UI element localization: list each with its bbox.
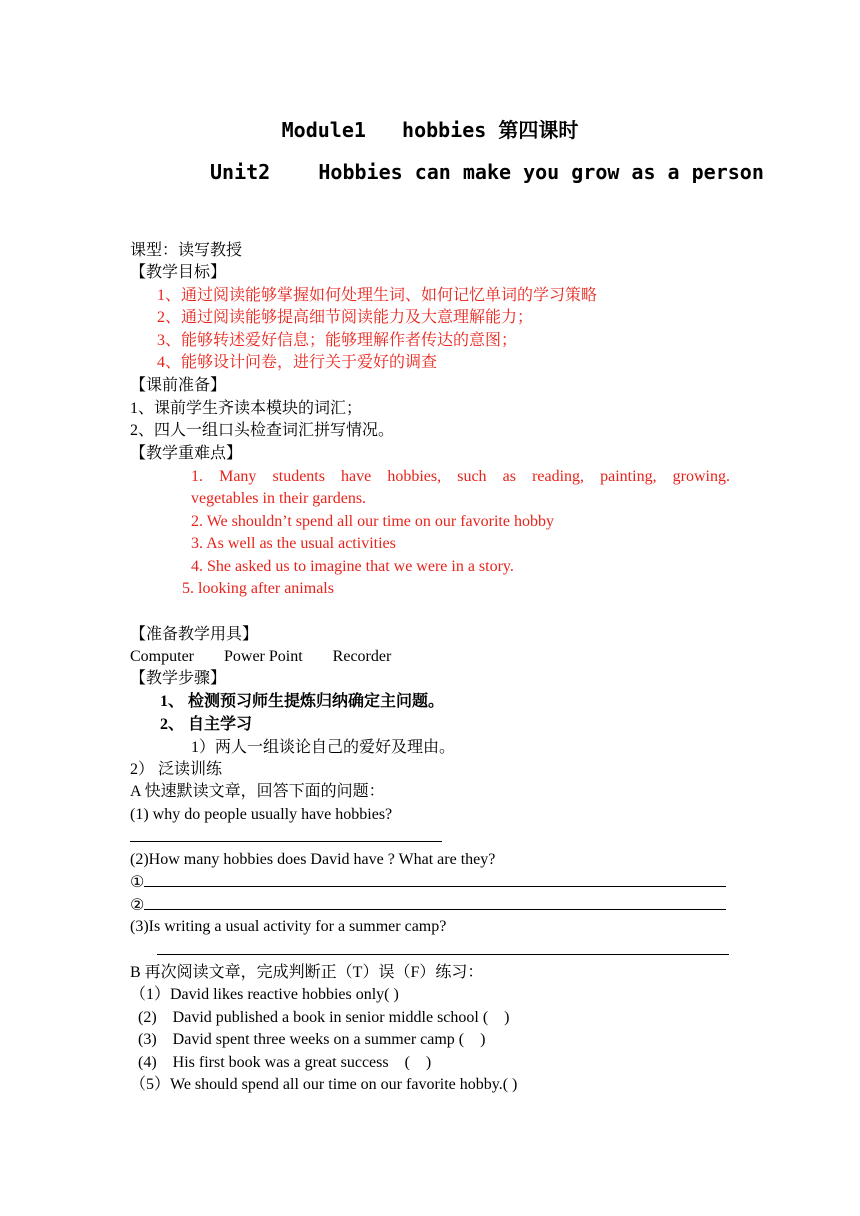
prep-item: 1、课前学生齐读本模块的词汇； [130,400,363,417]
part-b-heading: B 再次阅读文章，完成判断正（T）误（F）练习： [130,964,484,981]
objective-item: 4、能够设计问卷，进行关于爱好的调查 [157,354,438,371]
keypoint-item: 1. Many students have hobbies, such as reading, painting, growing. [191,468,730,485]
lesson-type: 课型：读写教授 [130,242,243,259]
part-a-heading: A 快速默读文章，回答下面的问题： [130,783,385,800]
tool-item: Computer [130,648,194,665]
tools-list [130,646,391,668]
page-subtitle: Unit2 Hobbies can make you grow as a person [210,160,764,184]
tools-heading: 【准备教学用具】 [130,626,259,643]
keypoint-item-continued: vegetables in their gardens. [191,490,367,507]
tf-item: (4) His first book was a great success ( ) [130,1054,432,1071]
question-1: (1) why do people usually have hobbies? [130,806,393,823]
step-item: 2、 自主学习 [160,716,253,733]
tool-item: Recorder [332,648,392,665]
question-3: (3)Is writing a usual activity for a summer camp? [130,918,447,935]
question-2: (2)How many hobbies does David have ? What are they? [130,851,496,868]
prep-item: 2、四人一组口头检查词汇拼写情况。 [130,422,395,439]
objective-item: 1、通过阅读能够掌握如何处理生词、如何记忆单词的学习策略 [157,287,598,304]
tf-item: （5）We should spend all our time on our favorite hobby.( ) [130,1076,518,1093]
keypoint-item: 3. As well as the usual activities [191,535,396,552]
keypoint-item: 5. looking after animals [182,580,334,597]
objectives-heading: 【教学目标】 [130,264,227,281]
prep-heading: 【课前准备】 [130,377,227,394]
tool-item: Power Point [224,648,303,665]
answer-line-3[interactable] [157,939,729,962]
tf-item: (3) David spent three weeks on a summer camp ( ) [130,1031,486,1048]
tf-item: （1）David likes reactive hobbies only( ) [130,986,399,1003]
answer-line-1[interactable] [130,826,442,849]
objective-item: 2、通过阅读能够提高细节阅读能力及大意理解能力； [157,309,534,326]
circle-one-mark: ① [130,874,145,891]
page-title: Module1 hobbies 第四课时 [281,118,579,142]
answer-line-2b[interactable] [130,894,726,917]
keypoints-heading: 【教学重难点】 [130,445,243,462]
objective-item: 3、能够转述爱好信息；能够理解作者传达的意图； [157,332,518,349]
step-item: 1、 检测预习师生提炼归纳确定主问题。 [160,693,445,710]
keypoint-item: 2. We shouldn’t spend all our time on our favorite hobby [191,513,554,530]
keypoint-item: 4. She asked us to imagine that we were in a story. [191,558,514,575]
answer-line-2a[interactable] [130,871,726,894]
circle-two-mark: ② [130,897,145,914]
tf-item: (2) David published a book in senior middle school ( ) [130,1009,510,1026]
substep-item: 2） 泛读训练 [130,761,223,778]
substep-item: 1）两人一组谈论自己的爱好及理由。 [191,739,456,756]
steps-heading: 【教学步骤】 [130,670,227,687]
